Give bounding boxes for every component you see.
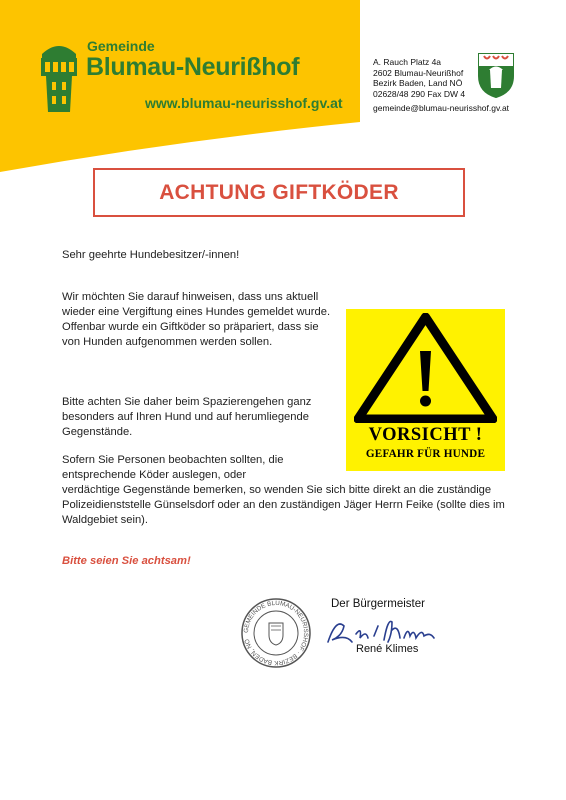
paragraph-contact-line: Sofern Sie Personen beobachten sollten, die — [62, 454, 284, 466]
paragraph-contact-rest: verdächtige Gegenstände bemerken, so wenden Sie sich bitte direkt an die zuständige Polizeidienststelle Günselsdorf oder an den zuständigen Jäger Herrn Feike (sollte dies im Waldgebiet sein). — [62, 484, 505, 526]
svg-text:GEMEINDE BLUMAU-NEURISSHOF · B — [243, 600, 309, 666]
logo-municipality-label: Gemeinde — [87, 38, 155, 54]
warning-triangle-icon — [354, 313, 497, 423]
website-link[interactable]: www.blumau-neurisshof.gv.at — [145, 95, 343, 111]
warning-subtitle: GEFAHR FÜR HUNDE — [365, 448, 486, 460]
salutation: Sehr geehrte Hundebesitzer/-innen! — [62, 249, 240, 261]
coat-of-arms-icon — [477, 52, 515, 98]
paragraph-contact-line: entsprechende Köder auslegen, oder — [62, 469, 247, 481]
seal-text: GEMEINDE BLUMAU-NEURISSHOF · BEZIRK BADEN, NÖ — [242, 599, 310, 667]
water-tower-logo-icon — [36, 34, 82, 112]
warning-title: VORSICHT ! — [368, 425, 483, 445]
closing-remark: Bitte seien Sie achtsam! — [62, 555, 191, 567]
logo-municipality-name: Blumau-Neurißhof — [86, 53, 300, 81]
official-seal-icon — [240, 597, 312, 669]
address-line: Bezirk Baden, Land NÖ — [373, 78, 463, 88]
warning-sign — [346, 309, 505, 471]
address-line: 2602 Blumau-Neurißhof — [373, 67, 464, 78]
paragraph-advice: Bitte achten Sie daher beim Spazierengehen ganz besonders auf Ihren Hund und auf herumliegende Gegenstände. — [62, 396, 312, 438]
signatory-role: Der Bürgermeister — [331, 598, 425, 610]
title-box — [93, 168, 465, 217]
address-line: A. Rauch Platz 4a — [373, 57, 442, 67]
signatory-name: René Klimes — [356, 643, 419, 655]
page-title: ACHTUNG GIFTKÖDER — [159, 180, 399, 204]
paragraph-notice: Wir möchten Sie darauf hinweisen, dass uns aktuell wieder eine Vergiftung eines Hundes gemeldet wurde. Offenbar wurde ein Giftköder so präpariert, dass sie von Hunden aufgenommen werden sollen. — [62, 291, 331, 348]
address-line: 02628/48 290 Fax DW 4 — [373, 88, 466, 99]
email-link[interactable]: gemeinde@blumau-neurisshof.gv.at — [373, 103, 510, 113]
